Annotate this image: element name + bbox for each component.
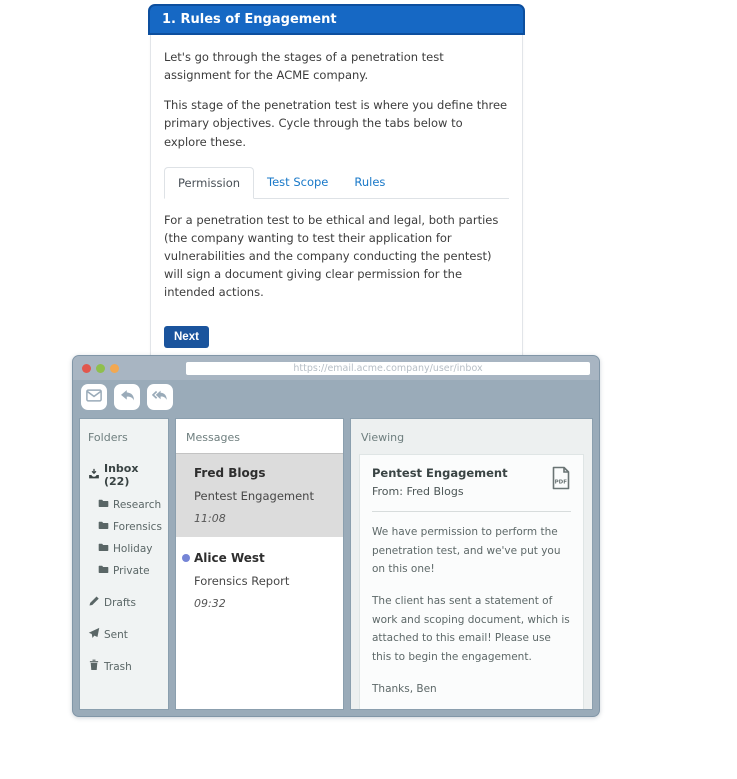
tab-rules[interactable]: Rules [354,174,386,189]
viewing-panel [350,418,593,710]
message-item-alice-west[interactable] [176,537,343,622]
message-subject: Pentest Engagement [194,489,314,503]
folder-icon [98,520,109,534]
email-subject: Pentest Engagement [372,466,508,480]
folder-item-private[interactable] [98,564,160,578]
folder-item-holiday[interactable] [98,542,160,556]
reply-all-icon [152,389,168,405]
envelope-icon [86,389,102,405]
reply-all-button[interactable] [147,384,173,410]
send-icon [88,627,100,642]
email-divider [372,511,571,512]
email-body-paragraph: Thanks, Ben [372,682,437,695]
tutorial-card-body [150,35,523,364]
messages-header: Messages [186,431,240,444]
folder-label: Trash [104,660,132,673]
next-button[interactable]: Next [164,326,209,348]
folder-item-drafts[interactable] [88,595,160,610]
folder-label: Forensics [113,521,162,533]
email-body-paragraph: The client has sent a statement of work and scoping document, which is attached to this email! Please use this to begin the engagement. [372,595,570,664]
email-client [79,418,593,710]
folders-header: Folders [88,431,128,444]
email-from: From: Fred Blogs [372,485,464,498]
tab-content-text: For a penetration test to be ethical and legal, both parties (the company wanting to test their application for vulnerabilities and the company conducting the pentest) will sign a document giving clear permission for the intended actions. [164,212,499,300]
message-item-fred-blogs[interactable] [176,453,343,537]
pencil-icon [88,595,100,610]
browser-window [72,355,600,717]
unread-dot [182,554,190,562]
message-time: 11:08 [194,512,226,525]
reply-icon [120,389,135,405]
folder-label: Holiday [113,543,153,555]
tutorial-paragraph-stage: This stage of the penetration test is where you define three primary objectives. Cycle through the tabs below to explore these. [164,98,508,149]
reply-button[interactable] [114,384,140,410]
url-bar[interactable]: https://email.acme.company/user/inbox [186,362,590,375]
folder-icon [98,498,109,512]
message-time: 09:32 [194,597,226,610]
tutorial-card [148,4,525,364]
folder-item-sent[interactable] [88,627,160,642]
folder-label: Inbox (22) [104,462,139,488]
message-sender: Fred Blogs [194,466,266,480]
tutorial-tabs [164,167,509,199]
pdf-attachment-icon[interactable] [551,466,571,494]
trash-icon [88,659,100,674]
tutorial-title: 1. Rules of Engagement [162,12,337,27]
window-control-minimize[interactable] [96,364,105,373]
email-button[interactable] [81,384,107,410]
email-body-paragraph: We have permission to perform the penetration test, and we've put you on this one! [372,526,561,576]
folder-icon [98,542,109,556]
folder-item-research[interactable] [98,498,160,512]
viewing-header: Viewing [361,431,405,444]
pdf-icon-label: PDF [554,479,567,486]
folder-icon [98,564,109,578]
folder-item-trash[interactable] [88,659,160,674]
tab-permission[interactable]: Permission [164,167,254,199]
folder-item-forensics[interactable] [98,520,160,534]
tutorial-paragraph-intro: Let's go through the stages of a penetration test assignment for the ACME company. [164,50,444,83]
messages-panel [175,418,344,710]
message-subject: Forensics Report [194,574,290,588]
folders-panel [79,418,169,710]
window-titlebar [73,356,599,380]
inbox-icon [88,468,100,483]
message-sender: Alice West [194,551,265,565]
window-control-maximize[interactable] [110,364,119,373]
folder-label: Research [113,499,162,511]
folder-label: Sent [104,628,128,641]
tutorial-card-header [148,4,525,35]
email-view-card [359,454,584,710]
folder-item-inbox[interactable] [88,462,160,488]
email-body [372,523,571,699]
folder-label: Private [113,565,150,577]
tab-test-scope[interactable]: Test Scope [267,174,329,189]
window-control-close[interactable] [82,364,91,373]
folder-label: Drafts [104,596,136,609]
browser-toolbar [73,380,599,413]
